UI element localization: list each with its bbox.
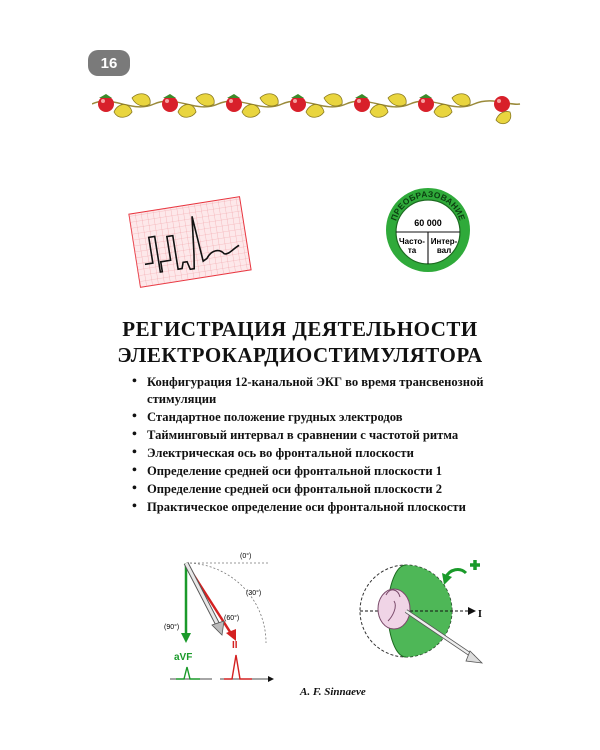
topic-list [132, 374, 552, 517]
conversion-disc [383, 185, 473, 275]
conversion-left-top: Часто- [399, 237, 425, 246]
topic-item: • Конфигурация 12-канальной ЭКГ во время трансвенозной стимуляции [132, 374, 552, 407]
conversion-arc-label: ПРЕОБРАЗОВАНИЕ [388, 188, 468, 222]
lead-ii-label: II [232, 640, 238, 651]
topic-item: • Электрическая ось во фронтальной плоскости [132, 445, 552, 462]
berry-garland-ornament [92, 88, 522, 133]
conversion-number: 60 000 [414, 218, 442, 228]
ecg-strip-illustration [128, 195, 253, 290]
conversion-right-bottom: вал [436, 246, 452, 255]
page-number: 16 [100, 54, 118, 72]
axis-label-0: (0°) [240, 553, 252, 560]
frontal-axis-diagram [160, 545, 280, 685]
section-title-line1: РЕГИСТРАЦИЯ ДЕЯТЕЛЬНОСТИ [122, 317, 478, 341]
axis-label-60: (60°) [224, 615, 240, 622]
conversion-right-top: Интер- [430, 237, 458, 246]
lead-i-label: I [478, 609, 482, 620]
topic-item: • Стандартное положение грудных электродов [132, 409, 552, 426]
topic-item: • Практическое определение оси фронтальной плоскости [132, 499, 552, 516]
section-title-line2: ЭЛЕКТРОКАРДИОСТИМУЛЯТОРА [117, 343, 483, 367]
topic-item: • Тайминговый интервал в сравнении с частотой ритма [132, 427, 552, 444]
axis-label-90: (90°) [164, 624, 180, 631]
heart-hemisphere-diagram [350, 555, 490, 675]
author-signature: A. F. Sinnaeve [300, 686, 366, 698]
conversion-left-bottom: та [407, 246, 417, 255]
topic-item: • Определение средней оси фронтальной плоскости 2 [132, 481, 552, 498]
axis-label-30: (30°) [246, 590, 262, 597]
lead-avf-label: aVF [174, 652, 193, 663]
page-number-badge [88, 50, 130, 76]
topic-item: • Определение средней оси фронтальной плоскости 1 [132, 463, 552, 480]
